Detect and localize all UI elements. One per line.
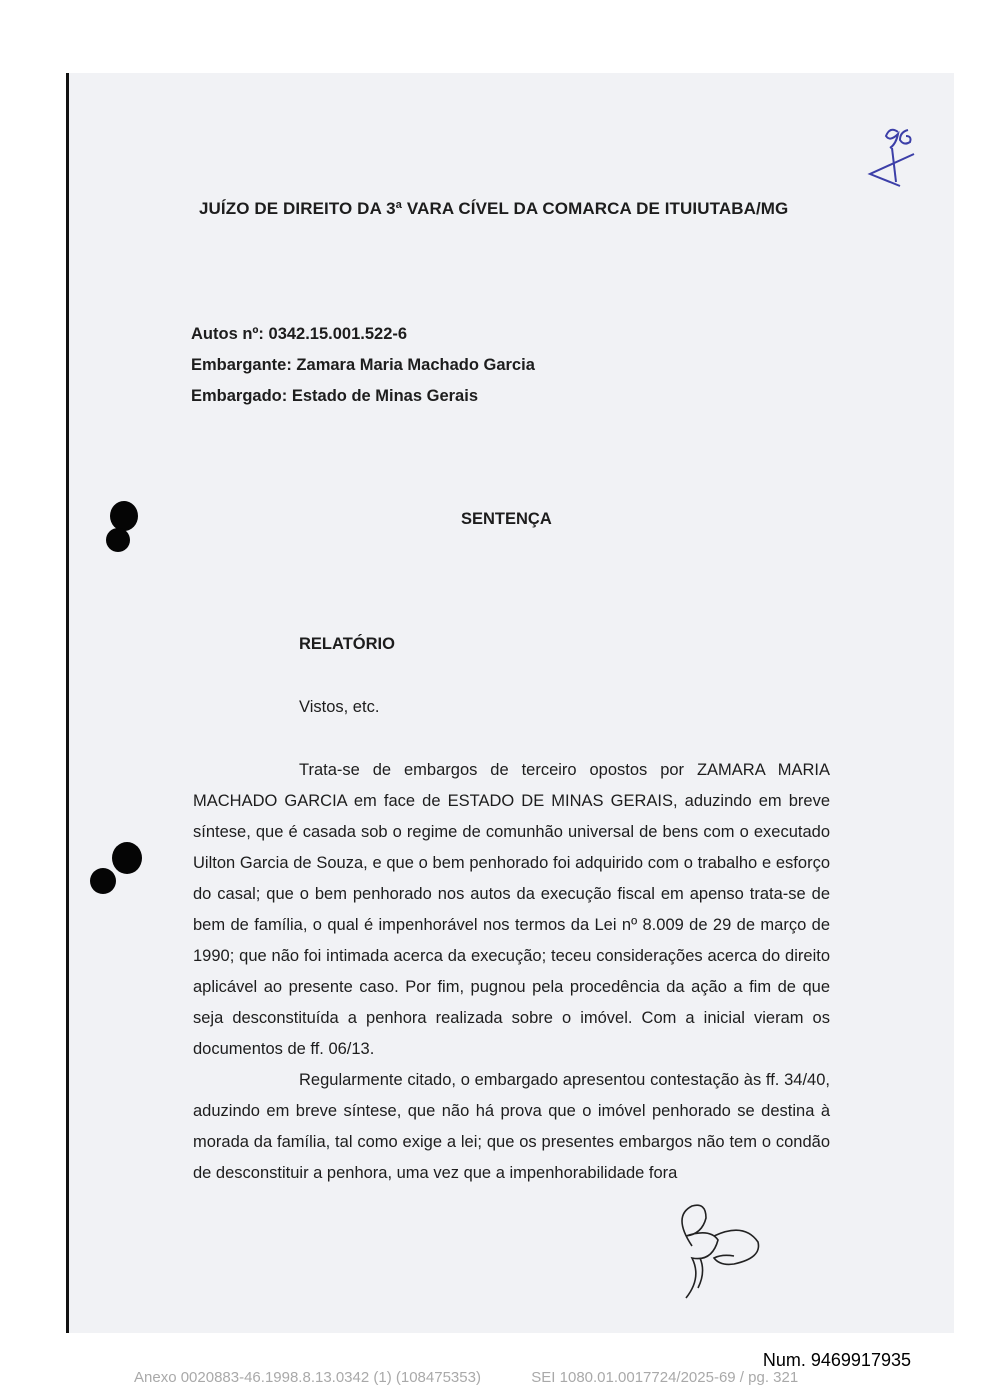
- punch-hole: [90, 868, 116, 894]
- footer-annex: Anexo 0020883-46.1998.8.13.0342 (1) (108475353): [134, 1369, 481, 1386]
- embargado: Embargado: Estado de Minas Gerais: [191, 387, 478, 405]
- case-number: Autos nº: 0342.15.001.522-6: [191, 325, 408, 343]
- document-title: SENTENÇA: [461, 510, 552, 528]
- punch-hole: [106, 528, 130, 552]
- opening-line: Vistos, etc.: [299, 698, 380, 716]
- footer-reference: [134, 1369, 798, 1386]
- punch-hole: [112, 842, 142, 874]
- handwritten-page-number: [862, 124, 922, 199]
- paragraph-2: [193, 1065, 830, 1189]
- paragraph-1-text: Trata-se de embargos de terceiro opostos por ZAMARA MARIA MACHADO GARCIA em face de ESTADO DE MINAS GERAIS, aduzindo em breve síntese, que é casada sob o regime de comunhão universal de bens com o executado Uilton Garcia de Souza, e que o bem penhorado foi adquirido com o trabalho e esforço do casal; que o bem penhorado nos autos da execução fiscal em apenso trata-se de bem de família, o qual é impenhorável nos termos da Lei nº 8.009 de 29 de março de 1990; que não foi intimada acerca da execução; teceu considerações acerca do direito aplicável ao presente caso. Por fim, pugnou pela procedência da ação a fim de que seja desconstituída a penhora realizada sobre o imóvel. Com a inicial vieram os documentos de ff. 06/13.: [193, 761, 830, 1058]
- footer-sei: SEI 1080.01.0017724/2025-69 / pg. 321: [531, 1369, 799, 1386]
- paragraph-1: [193, 755, 830, 1065]
- section-heading: RELATÓRIO: [299, 635, 395, 653]
- punch-hole: [110, 501, 138, 531]
- paragraph-2-text: Regularmente citado, o embargado apresentou contestação às ff. 34/40, aduzindo em breve síntese, que não há prova que o imóvel penhorado se destina à morada da família, tal como exige a lei; que os presentes embargos não tem o condão de desconstituir a penhora, uma vez que a impenhorabilidade fora: [193, 1071, 830, 1182]
- footer-document-number: Num. 9469917935: [762, 1350, 911, 1370]
- signature: [662, 1196, 772, 1311]
- embargante: Embargante: Zamara Maria Machado Garcia: [191, 356, 535, 374]
- court-header: JUÍZO DE DIREITO DA 3ª VARA CÍVEL DA COMARCA DE ITUIUTABA/MG: [199, 199, 789, 218]
